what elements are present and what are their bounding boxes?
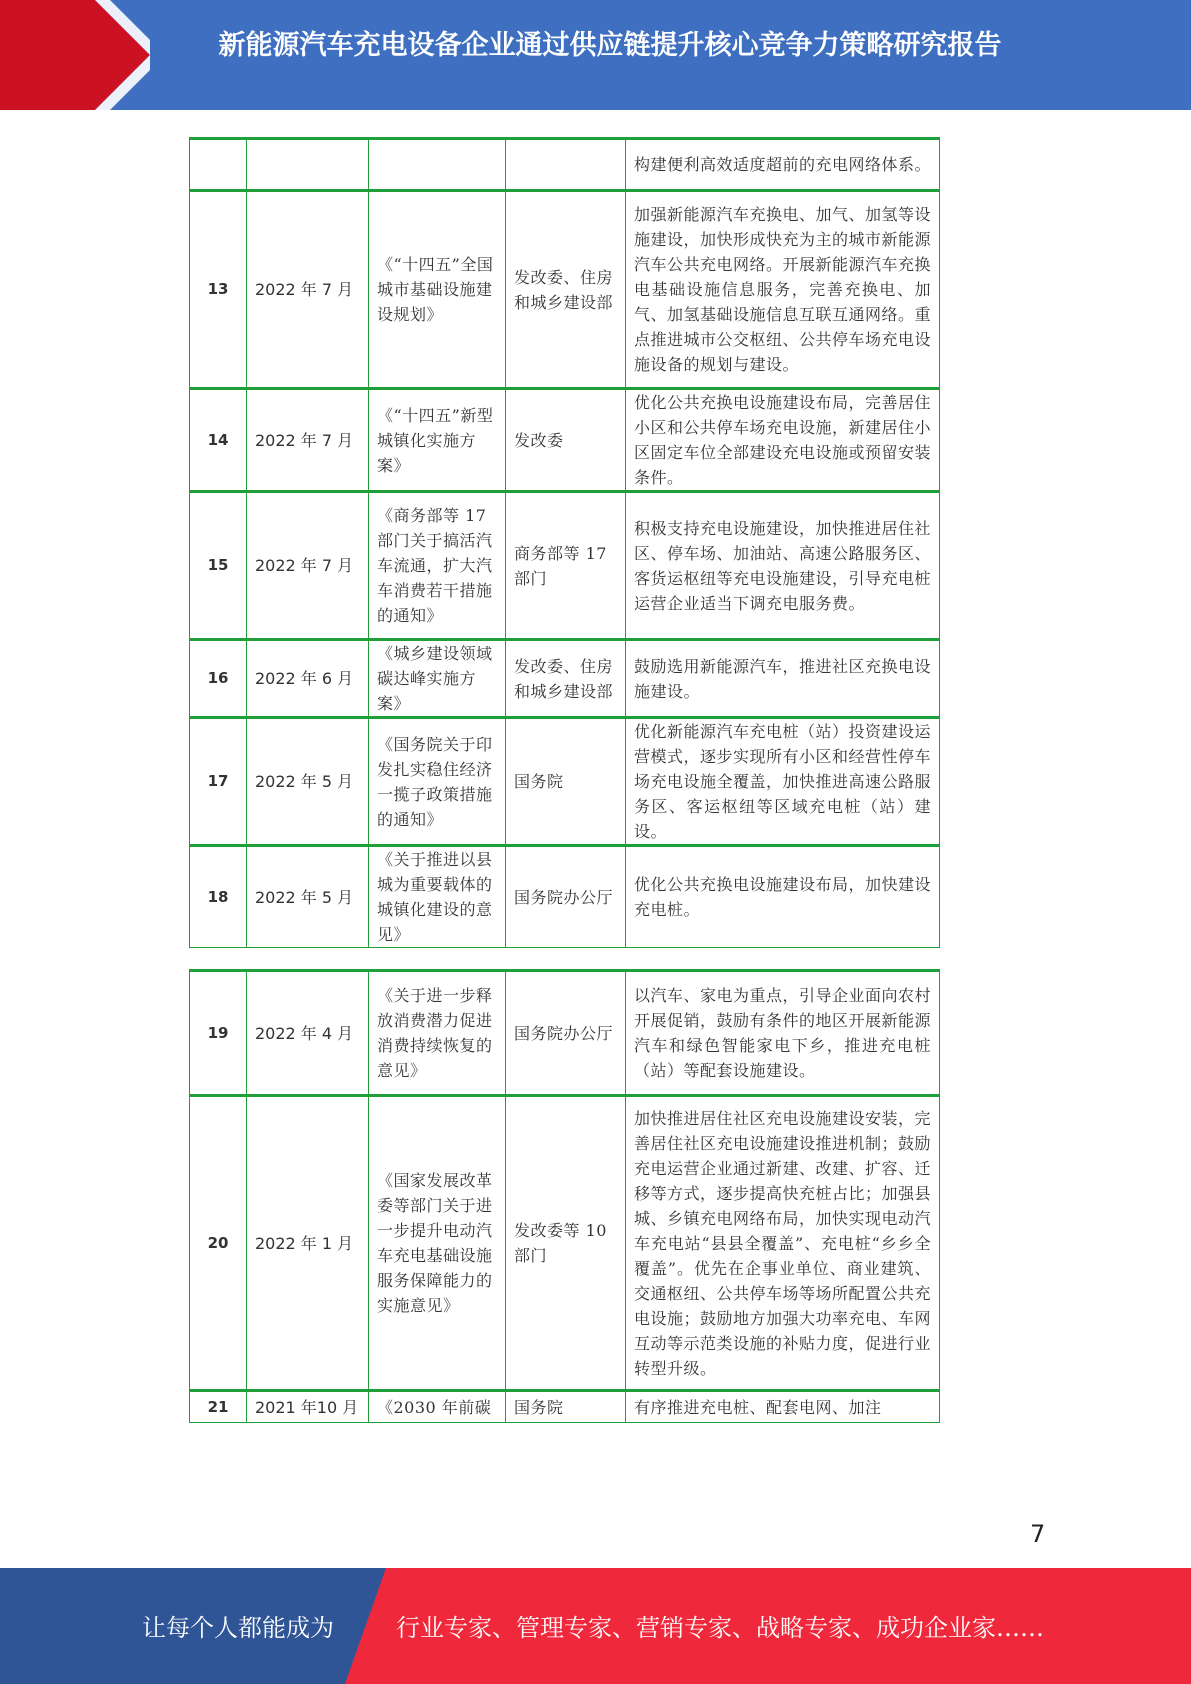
policy-name: 《关于进一步释放消费潜力促进消费持续恢复的意见》: [369, 971, 506, 1096]
row-number: 16: [190, 640, 247, 718]
issuing-department: 商务部等 17 部门: [506, 492, 626, 640]
page-footer: [0, 1568, 1191, 1684]
policy-content: 鼓励选用新能源汽车，推进社区充换电设施建设。: [626, 640, 940, 718]
policy-content: 加快推进居住社区充电设施建设安装，完善居住社区充电设施建设推进机制；鼓励充电运营企业通过新建、改建、扩容、迁移等方式，逐步提高快充桩占比；加强县城、乡镇充电网络布局，加快实现电动汽车充电站“县县全覆盖”、充电桩“乡乡全覆盖”。优先在企事业单位、商业建筑、交通枢纽、公共停车场等场所配置公共充电设施；鼓励地方加强大功率充电、车网互动等示范类设施的补贴力度，促进行业转型升级。: [626, 1096, 940, 1391]
table-row: [190, 139, 940, 191]
page-number: 7: [1030, 1520, 1046, 1548]
policy-name: [369, 139, 506, 191]
policy-name: 《国务院关于印发扎实稳住经济一揽子政策措施的通知》: [369, 718, 506, 846]
release-date: 2022 年 7 月: [247, 492, 369, 640]
row-number: 15: [190, 492, 247, 640]
release-date: 2022 年 1 月: [247, 1096, 369, 1391]
row-number: 21: [190, 1391, 247, 1423]
policy-content: 加强新能源汽车充换电、加气、加氢等设施建设，加快形成快充为主的城市新能源汽车公共充电网络。开展新能源汽车充换电基础设施信息服务，完善充换电、加气、加氢基础设施信息互联互通网络。重点推进城市公交枢纽、公共停车场充电设施设备的规划与建设。: [626, 191, 940, 389]
policy-table-1: [189, 137, 940, 948]
issuing-department: 国务院: [506, 718, 626, 846]
row-number: 20: [190, 1096, 247, 1391]
issuing-department: 发改委等 10 部门: [506, 1096, 626, 1391]
release-date: 2022 年 5 月: [247, 718, 369, 846]
table-row: [190, 971, 940, 1096]
policy-name: 《关于推进以县城为重要载体的城镇化建设的意见》: [369, 846, 506, 948]
row-number: 17: [190, 718, 247, 846]
table-row: [190, 492, 940, 640]
table-row: [190, 640, 940, 718]
release-date: 2022 年 5 月: [247, 846, 369, 948]
policy-table-2: [189, 969, 940, 1423]
release-date: [247, 139, 369, 191]
footer-slogan-left: 让每个人都能成为: [142, 1614, 334, 1642]
row-number: 13: [190, 191, 247, 389]
release-date: 2021 年10 月: [247, 1391, 369, 1423]
issuing-department: 国务院: [506, 1391, 626, 1423]
policy-content: 以汽车、家电为重点，引导企业面向农村开展促销，鼓励有条件的地区开展新能源汽车和绿色智能家电下乡，推进充电桩（站）等配套设施建设。: [626, 971, 940, 1096]
row-number: [190, 139, 247, 191]
table-row: [190, 846, 940, 948]
policy-name: 《国家发展改革委等部门关于进一步提升电动汽车充电基础设施服务保障能力的实施意见》: [369, 1096, 506, 1391]
policy-content: 优化新能源汽车充电桩（站）投资建设运营模式，逐步实现所有小区和经营性停车场充电设施全覆盖，加快推进高速公路服务区、客运枢纽等区域充电桩（站）建设。: [626, 718, 940, 846]
policy-name: 《“十四五”新型城镇化实施方案》: [369, 389, 506, 492]
policy-name: 《2030 年前碳: [369, 1391, 506, 1423]
table-row: [190, 191, 940, 389]
page-header: [0, 0, 1191, 110]
table-row: [190, 389, 940, 492]
release-date: 2022 年 4 月: [247, 971, 369, 1096]
policy-content: 优化公共充换电设施建设布局，完善居住小区和公共停车场充电设施，新建居住小区固定车位全部建设充电设施或预留安装条件。: [626, 389, 940, 492]
row-number: 18: [190, 846, 247, 948]
table-row: [190, 1096, 940, 1391]
release-date: 2022 年 6 月: [247, 640, 369, 718]
release-date: 2022 年 7 月: [247, 191, 369, 389]
row-number: 19: [190, 971, 247, 1096]
header-arrow-decoration: [0, 0, 150, 110]
row-number: 14: [190, 389, 247, 492]
policy-content: 构建便利高效适度超前的充电网络体系。: [626, 139, 940, 191]
issuing-department: [506, 139, 626, 191]
table-row: [190, 718, 940, 846]
issuing-department: 发改委: [506, 389, 626, 492]
report-title: 新能源汽车充电设备企业通过供应链提升核心竞争力策略研究报告: [218, 30, 1002, 61]
issuing-department: 国务院办公厅: [506, 971, 626, 1096]
policy-content: 有序推进充电桩、配套电网、加注: [626, 1391, 940, 1423]
policy-name: 《城乡建设领域碳达峰实施方案》: [369, 640, 506, 718]
policy-content: 积极支持充电设施建设，加快推进居住社区、停车场、加油站、高速公路服务区、客货运枢纽等充电设施建设，引导充电桩运营企业适当下调充电服务费。: [626, 492, 940, 640]
issuing-department: 国务院办公厅: [506, 846, 626, 948]
table-row: [190, 1391, 940, 1423]
policy-name: 《商务部等 17 部门关于搞活汽车流通，扩大汽车消费若干措施的通知》: [369, 492, 506, 640]
issuing-department: 发改委、住房和城乡建设部: [506, 640, 626, 718]
policy-name: 《“十四五”全国城市基础设施建设规划》: [369, 191, 506, 389]
policy-content: 优化公共充换电设施建设布局，加快建设充电桩。: [626, 846, 940, 948]
footer-slogan-right: 行业专家、管理专家、营销专家、战略专家、成功企业家……: [396, 1614, 1044, 1642]
issuing-department: 发改委、住房和城乡建设部: [506, 191, 626, 389]
release-date: 2022 年 7 月: [247, 389, 369, 492]
